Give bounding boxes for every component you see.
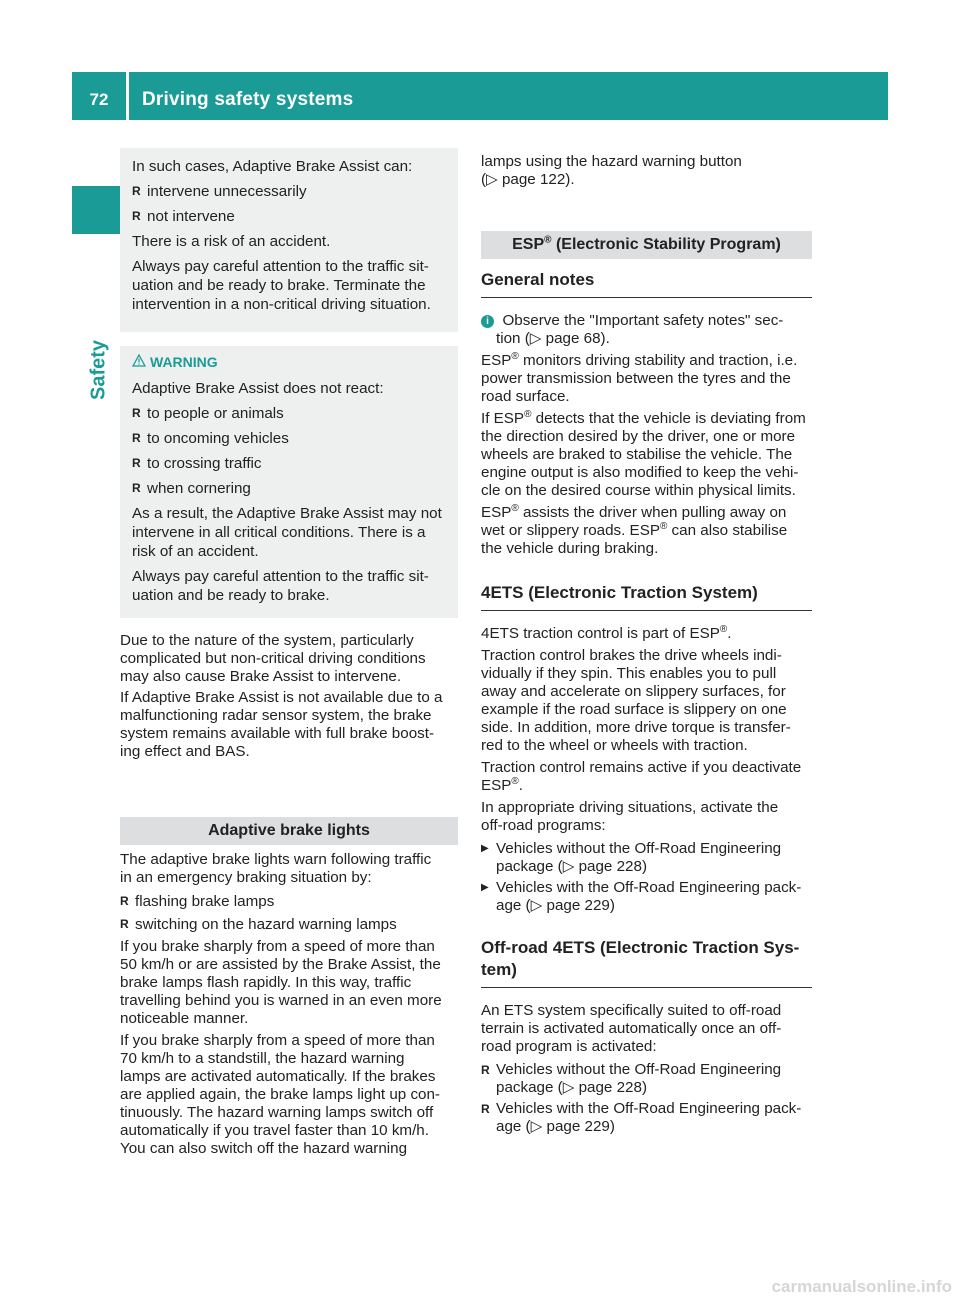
text-span: wet or slippery roads. ESP [481,522,660,539]
text-line: system remains available with full brake boost- [120,725,435,742]
text-line: engine output is also modified to keep the vehi- [481,464,799,481]
text-span: If ESP [481,410,525,427]
text-line: brake lamps flash rapidly. In this way, traffic [120,974,412,991]
text-line: 70 km/h to a standstill, the hazard warning [120,1050,405,1067]
text-line: road program is activated: [481,1038,657,1055]
heading-line: tem) [481,960,517,979]
text-line: red to the wheel or wheels with traction. [481,737,748,754]
abl-bullet: R switching on the hazard warning lamps [120,915,458,934]
warning-bullet: R to oncoming vehicles [132,429,458,448]
ets-paragraph-2 [481,647,812,755]
warning-line: Always pay careful attention to the traffic sit- [132,568,429,585]
text-line: You can also switch off the hazard warning [120,1140,408,1157]
caution-box [120,148,458,332]
side-tab-block [72,186,126,234]
text-line: 50 km/h or are assisted by the Brake Assist, the [120,956,441,973]
caution-line: Always pay careful attention to the traffic sit- [132,258,429,275]
text-line: Traction control brakes the drive wheels indi- [481,647,782,664]
text-line: malfunctioning radar sensor system, the brake [120,707,432,724]
text-line: lamps using the hazard warning button [481,153,742,170]
text-line: ▶ Vehicles without the Off-Road Engineering [496,840,782,857]
text-line: ▶ Vehicles with the Off-Road Engineering pack- [496,879,802,896]
warning-bullet: R to people or animals [132,404,458,423]
text-line: wheels are braked to stabilise the vehicle. The [481,446,793,463]
abl-bullet: R flashing brake lamps [120,892,458,911]
warning-bullet: R when cornering [132,479,458,498]
text-line: travelling behind you is warned in an even more [120,992,442,1009]
caution-bullet: R not intervene [132,207,458,226]
offroad-paragraph [481,1002,812,1056]
ets-step [481,840,812,876]
info-note [481,312,812,348]
left-column [120,148,458,1158]
text-line: the direction desired by the driver, one or more [481,428,796,445]
text-line: Due to the nature of the system, particularly [120,632,414,649]
caution-line: uation and be ready to brake. Terminate the [132,277,426,294]
esp-paragraph-2 [481,410,812,500]
text-line: ing effect and BAS. [120,743,250,760]
registered-mark: ® [659,520,668,532]
caution-bullet: R intervene unnecessarily [132,182,458,201]
text-line: off-road programs: [481,817,606,834]
text-line: age (▷ page 229) [496,1118,615,1135]
text-line: terrain is activated automatically once an off- [481,1020,782,1037]
warning-title: WARNING [150,354,218,370]
text-line: the vehicle during braking. [481,540,659,557]
text-line: vidually if they spin. This enables you to pull [481,665,777,682]
text-span: assists the driver when pulling away on [518,504,787,521]
registered-mark: ® [544,234,552,246]
subheading-general-notes: General notes [481,269,812,298]
ets-paragraph-4 [481,799,812,835]
text-span: 4ETS traction control is part of ESP [481,625,720,642]
esp-paragraph-3 [481,504,812,558]
registered-mark: ® [524,408,532,420]
page-number: 72 [89,90,109,109]
continued-paragraph [481,153,812,189]
warning-header [132,353,458,372]
text-line: tion (▷ page 68). [496,330,610,347]
warning-triangle-icon [132,353,150,372]
text-line: lamps are activated automatically. If the brakes [120,1068,436,1085]
subheading-offroad-4ets [481,937,812,988]
warning-intro: Adaptive Brake Assist does not react: [132,380,384,397]
heading-text: (Electronic Stability Program) [551,236,781,253]
text-line: example if the road surface is slippery on one [481,701,787,718]
abl-paragraph-1 [120,938,458,1028]
registered-mark: ® [511,775,519,787]
warning-line: uation and be ready to brake. [132,587,330,604]
brake-assist-paragraph [120,632,458,686]
text-line: (▷ page 122). [481,171,575,188]
text-span: detects that the vehicle is deviating from [531,410,806,427]
text-line: side. In addition, more drive torque is transfer- [481,719,791,736]
warning-bullet: R to crossing traffic [132,454,458,473]
right-column [481,153,812,1136]
text-line: package (▷ page 228) [496,1079,647,1096]
text-line: noticeable manner. [120,1010,249,1027]
text-line: Observe the "Important safety notes" sec- [502,312,784,329]
text-line: R Vehicles with the Off-Road Engineering pack- [496,1100,802,1117]
abl-intro [120,851,458,887]
info-icon: i [481,315,494,328]
text-line: In appropriate driving situations, activate the [481,799,779,816]
ets-step [481,879,812,915]
text-line: are applied again, the brake lamps light up con- [120,1086,440,1103]
text-line: power transmission between the tyres and the [481,370,791,387]
chapter-title: Driving safety systems [142,89,354,110]
text-line: automatically if you travel faster than 10 km/h. [120,1122,429,1139]
watermark: carmanualsonline.info [771,1277,952,1296]
text-span: can also stabilise [667,522,788,539]
heading-text: ESP [512,236,545,253]
warning-line: intervene in all critical conditions. There is a [132,524,426,541]
heading-line: Off-road 4ETS (Electronic Traction Sys- [481,938,800,957]
text-span: ESP [481,777,512,794]
text-line: tinuously. The hazard warning lamps switch off [120,1104,434,1121]
ets-paragraph-3 [481,759,812,795]
abl-paragraph-2 [120,1032,458,1158]
text-span: . [518,777,523,794]
warning-line: risk of an accident. [132,543,259,560]
registered-mark: ® [719,623,728,635]
section-heading-esp [481,231,812,259]
offroad-bullet [481,1100,812,1136]
text-line: Traction control remains active if you deactivate [481,759,802,776]
text-line: If you brake sharply from a speed of more than [120,938,435,955]
ets-paragraph-1 [481,625,812,643]
text-line: in an emergency braking situation by: [120,869,372,886]
side-section-text: Safety [87,339,110,401]
text-line: away and accelerate on slippery surfaces, for [481,683,786,700]
warning-line: As a result, the Adaptive Brake Assist may not [132,505,442,522]
caution-intro: In such cases, Adaptive Brake Assist can: [132,158,413,175]
text-line: An ETS system specifically suited to off-road [481,1002,782,1019]
warning-box [120,346,458,618]
text-span: monitors driving stability and traction, i.e. [518,352,798,369]
text-span: ESP [481,352,512,369]
caution-risk: There is a risk of an accident. [132,233,331,250]
text-span: ESP [481,504,512,521]
caution-line: intervention in a non-critical driving situation. [132,296,431,313]
text-line: The adaptive brake lights warn following traffic [120,851,432,868]
section-heading-adaptive-brake-lights: Adaptive brake lights [120,817,458,845]
esp-paragraph-1 [481,352,812,406]
text-line: may also cause Brake Assist to intervene. [120,668,402,685]
text-line: age (▷ page 229) [496,897,615,914]
text-line: road surface. [481,388,570,405]
text-line: cle on the desired course within physical limits. [481,482,796,499]
subheading-4ets: 4ETS (Electronic Traction System) [481,582,812,611]
text-line: package (▷ page 228) [496,858,647,875]
registered-mark: ® [511,350,519,362]
text-line: R Vehicles without the Off-Road Engineering [496,1061,782,1078]
page-header [72,72,888,120]
side-section-label [82,330,116,410]
header-separator [126,72,129,120]
text-span: . [727,625,732,642]
text-line: complicated but non-critical driving conditions [120,650,426,667]
radar-paragraph [120,689,458,761]
registered-mark: ® [511,502,519,514]
text-line: If you brake sharply from a speed of more than [120,1032,435,1049]
text-line: If Adaptive Brake Assist is not available due to a [120,689,443,706]
offroad-bullet [481,1061,812,1097]
